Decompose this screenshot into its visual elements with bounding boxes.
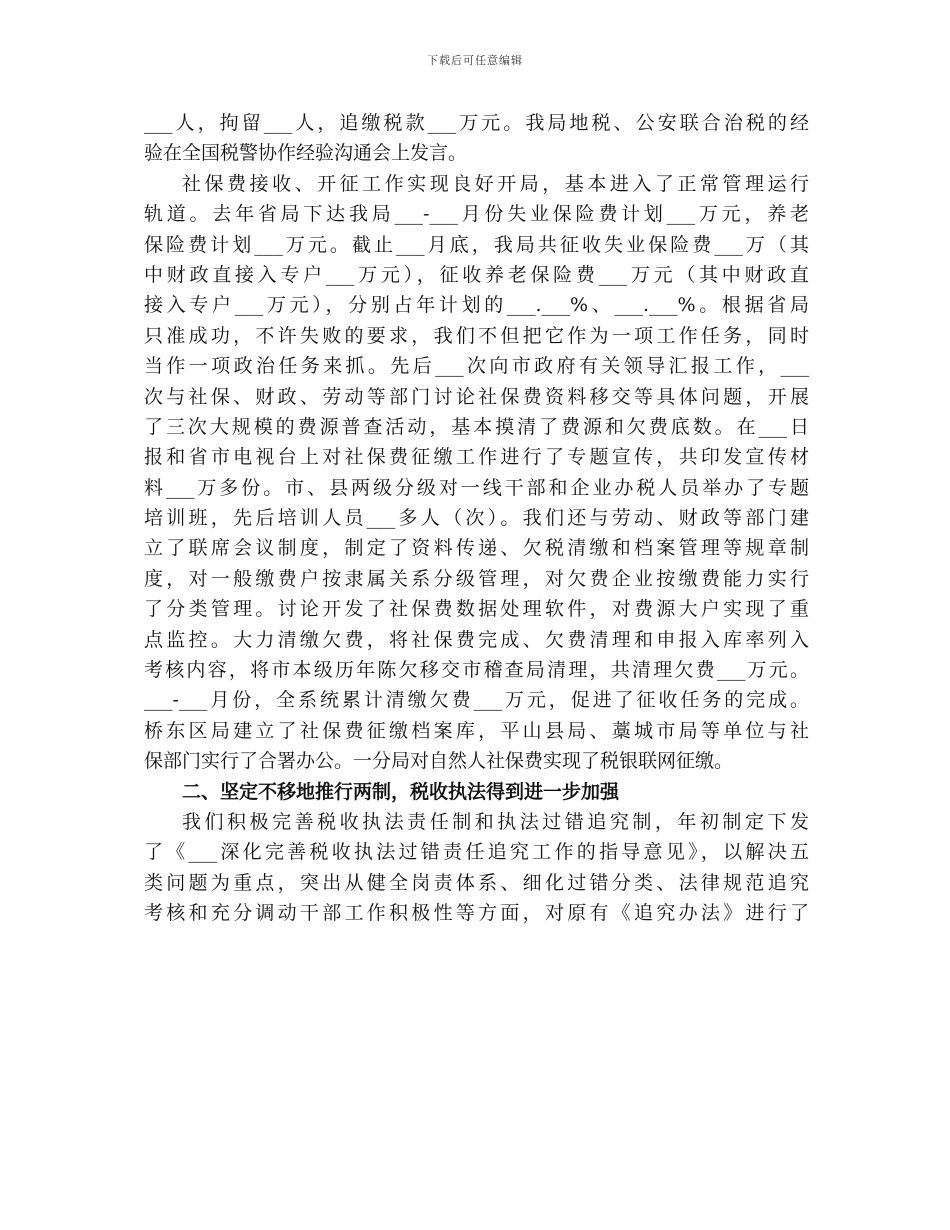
text-line: 保部门实行了合署办公。一分局对自然人社保费实现了税银联网征缴。	[144, 750, 734, 773]
text-line: 我们积极完善税收执法责任制和执法过错追究制，年初制定下发	[182, 810, 809, 833]
text-line: 次与社保、财政、劳动等部门讨论社保费资料移交等具体问题，开展	[144, 385, 809, 408]
page-header: 下载后可任意编辑	[427, 54, 523, 67]
text-line: 报和省市电视台上对社保费征缴工作进行了专题宣传，共印发宣传材	[144, 446, 809, 469]
text-line: 考核内容，将市本级历年陈欠移交市稽查局清理，共清理欠费___万元。	[144, 659, 809, 682]
text-line: 验在全国税警协作经验沟通会上发言。	[144, 142, 468, 165]
text-line: 料___万多份。市、县两级分级对一线干部和企业办税人员举办了专题	[144, 476, 809, 499]
text-line: 立了联席会议制度，制定了资料传递、欠税清缴和档案管理等规章制	[144, 537, 809, 560]
text-line: 社保费接收、开征工作实现良好开局，基本进入了正常管理运行	[182, 172, 809, 195]
text-line: 考核和充分调动干部工作积极性等方面，对原有《追究办法》进行了	[144, 902, 809, 925]
text-line: 桥东区局建立了社保费征缴档案库，平山县局、藁城市局等单位与社	[144, 719, 809, 742]
text-line: 保险费计划___万元。截止___月底，我局共征收失业保险费___万（其	[144, 233, 809, 256]
text-line: 中财政直接入专户___万元），征收养老保险费___万元（其中财政直	[144, 263, 809, 286]
text-line: 了《___深化完善税收执法过错责任追究工作的指导意见》，以解决五	[144, 841, 809, 864]
text-line: 当作一项政治任务来抓。先后___次向市政府有关领导汇报工作，___	[144, 355, 809, 378]
text-line: 培训班，先后培训人员___多人（次）。我们还与劳动、财政等部门建	[144, 507, 809, 530]
section-heading: 二、坚定不移地推行两制，税收执法得到进一步加强	[182, 780, 620, 803]
text-line: 类问题为重点，突出从健全岗责体系、细化过错分类、法律规范追究	[144, 871, 809, 894]
text-line: 度，对一般缴费户按隶属关系分级管理，对欠费企业按缴费能力实行	[144, 567, 809, 590]
text-line: 了三次大规模的费源普查活动，基本摸清了费源和欠费底数。在___日	[144, 415, 809, 438]
text-line: 只准成功，不许失败的要求，我们不但把它作为一项工作任务，同时	[144, 324, 809, 347]
text-line: 轨道。去年省局下达我局___-___月份失业保险费计划___万元，养老	[144, 203, 809, 226]
text-line: 了分类管理。讨论开发了社保费数据处理软件，对费源大户实现了重	[144, 598, 809, 621]
text-line: ___-___月份，全系统累计清缴欠费___万元，促进了征收任务的完成。	[144, 689, 809, 712]
document-body	[144, 108, 809, 929]
text-line: ___人，拘留___人，追缴税款___万元。我局地税、公安联合治税的经	[144, 112, 809, 134]
text-line: 接入专户___万元），分别占年计划的___.___%、___.___%。根据省局	[144, 294, 809, 317]
text-line: 点监控。大力清缴欠费，将社保费完成、欠费清理和申报入库率列入	[144, 628, 809, 651]
